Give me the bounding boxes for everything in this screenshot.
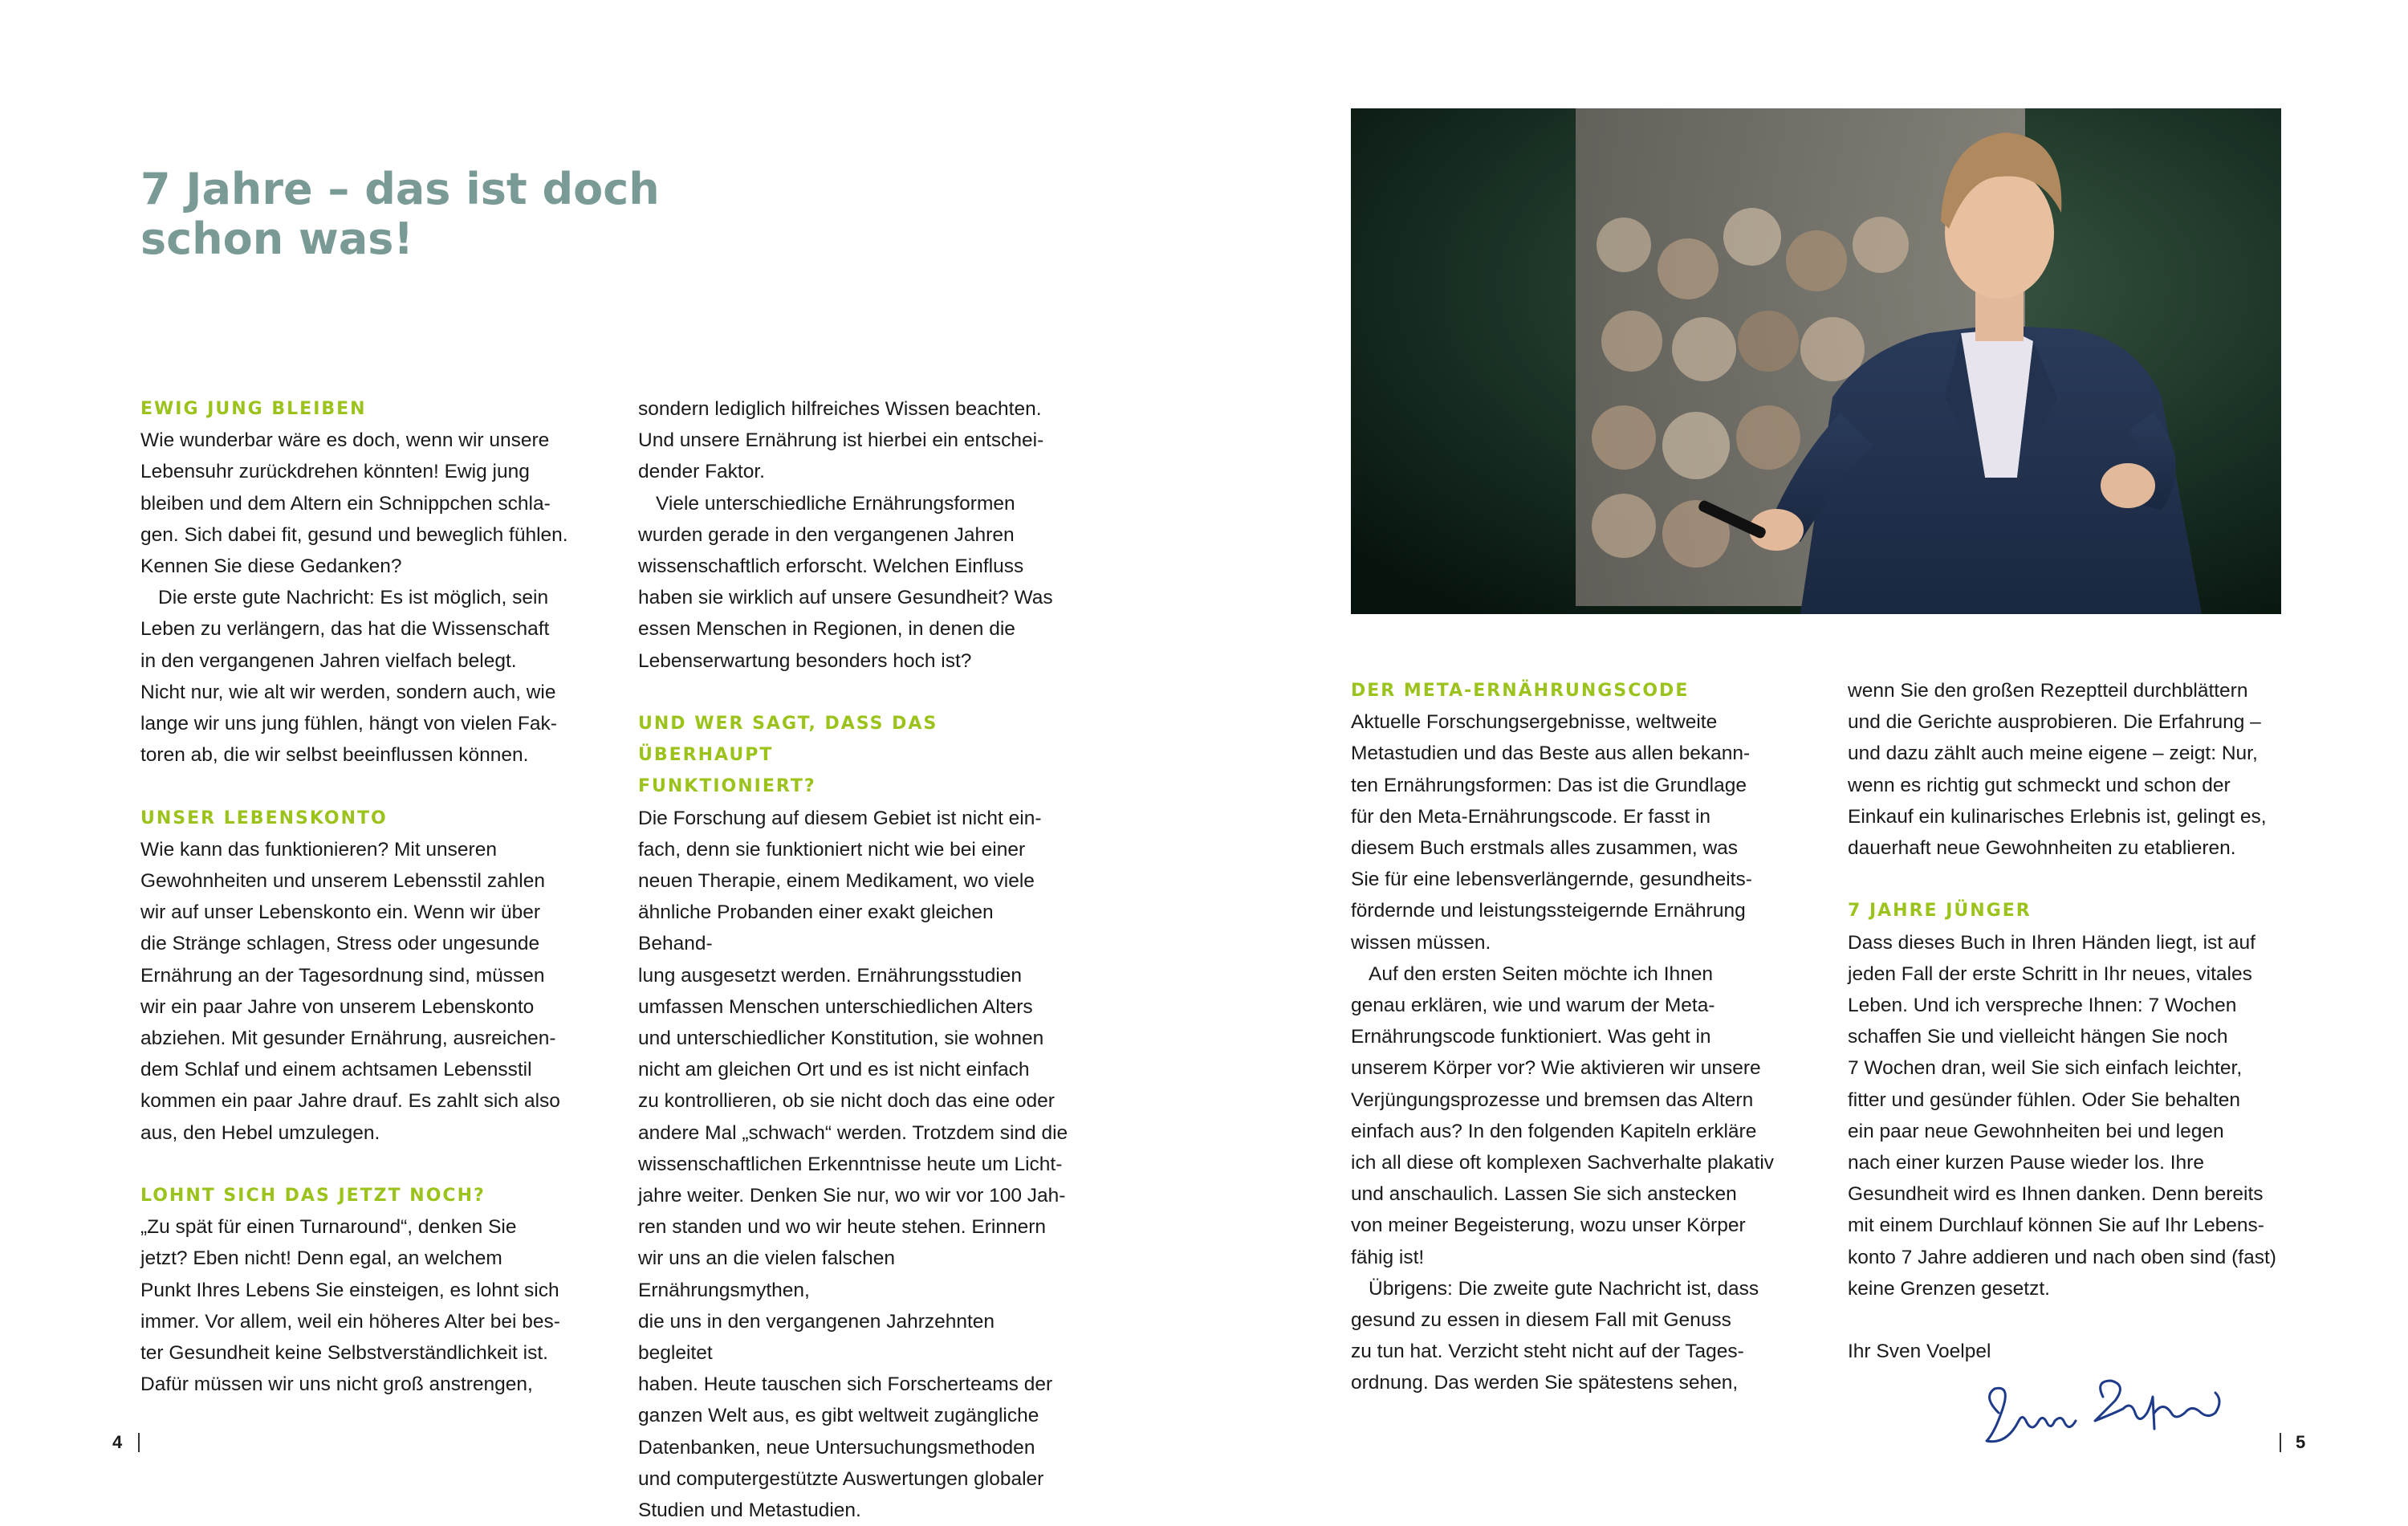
- text-line: wissenschaftlich erforscht. Welchen Einfluss: [638, 555, 1024, 578]
- text-line: Wie kann das funktionieren? Mit unseren: [140, 838, 497, 861]
- column-3: [1351, 675, 1784, 1399]
- text-line: genau erklären, wie und warum der Meta-: [1351, 995, 1715, 1017]
- text-line: für den Meta-Ernährungscode. Er fasst in: [1351, 805, 1711, 828]
- text-line: Aktuelle Forschungsergebnisse, weltweite: [1351, 711, 1718, 734]
- text-line: Wie wunderbar wäre es doch, wenn wir unsere: [140, 429, 550, 452]
- text-line: ich all diese oft komplexen Sachverhalte plakativ: [1351, 1152, 1775, 1174]
- text-line: gesund zu essen in diesem Fall mit Genuss: [1351, 1309, 1731, 1332]
- text-line: umfassen Menschen unterschiedlichen Alters: [638, 995, 1033, 1018]
- text-line: „Zu spät für einen Turnaround“, denken Sie: [140, 1216, 517, 1239]
- text-line: wir auf unser Lebenskonto ein. Wenn wir über: [140, 901, 540, 924]
- text-line: und unterschiedlicher Konstitution, sie wohnen: [638, 1028, 1044, 1050]
- text-line: Auf den ersten Seiten möchte ich Ihnen: [1369, 962, 1714, 985]
- paragraph: [1351, 1273, 1784, 1399]
- column-2: [638, 393, 1072, 1526]
- text-line: ein paar neue Gewohnheiten bei und legen: [1848, 1120, 2224, 1142]
- text-line: Studien und Metastudien.: [638, 1500, 861, 1522]
- text-line: und computergestützte Auswertungen globaler: [638, 1467, 1044, 1490]
- paragraph: [140, 834, 574, 1149]
- column-1: [140, 393, 574, 1400]
- title-line-2: schon was!: [140, 214, 414, 264]
- text-line: Die erste gute Nachricht: Es ist möglich, sein: [158, 587, 549, 609]
- heading-line: FUNKTIONIERT?: [638, 776, 816, 797]
- text-line: lange wir uns jung fühlen, hängt von vielen Fak-: [140, 713, 557, 735]
- paragraph: [1848, 927, 2281, 1304]
- title-line-1: 7 Jahre – das ist doch: [140, 164, 660, 214]
- text-line: und die Gerichte ausprobieren. Die Erfahrung –: [1848, 711, 2261, 734]
- paragraph: [140, 425, 574, 582]
- text-line: dender Faktor.: [638, 461, 765, 483]
- heading-7-jahre: 7 JAHRE JÜNGER: [1848, 901, 2032, 922]
- text-line: Kennen Sie diese Gedanken?: [140, 555, 402, 578]
- page-number-divider: [2280, 1433, 2281, 1452]
- text-line: jahre weiter. Denken Sie nur, wo wir vor 100 Jah-: [638, 1185, 1066, 1207]
- text-line: wissen müssen.: [1351, 931, 1491, 954]
- text-line: zu kontrollieren, ob sie nicht doch das eine oder: [638, 1090, 1055, 1113]
- closing-text: Ihr Sven Voelpel: [1848, 1341, 1991, 1363]
- text-line: Leben. Und ich verspreche Ihnen: 7 Wochen: [1848, 995, 2237, 1017]
- text-line: neuen Therapie, einem Medikament, wo viele: [638, 870, 1035, 893]
- text-line: lung ausgesetzt werden. Ernährungsstudien: [638, 964, 1023, 987]
- text-line: und dazu zählt auch meine eigene – zeigt: Nur,: [1848, 743, 2258, 765]
- heading-lohnt-sich: LOHNT SICH DAS JETZT NOCH?: [140, 1186, 486, 1207]
- page-title: [140, 165, 702, 264]
- text-line: haben sie wirklich auf unsere Gesundheit? Was: [638, 587, 1053, 609]
- paragraph: [140, 1211, 574, 1400]
- text-line: andere Mal „schwach“ werden. Trotzdem sind die: [638, 1121, 1068, 1144]
- text-line: in den vergangenen Jahren vielfach belegt.: [140, 649, 517, 672]
- text-line: zu tun hat. Verzicht steht nicht auf der Tages-: [1351, 1341, 1744, 1363]
- text-line: Übrigens: Die zweite gute Nachricht ist, dass: [1369, 1277, 1759, 1300]
- text-line: 7 Wochen dran, weil Sie sich einfach leichter,: [1848, 1057, 2243, 1080]
- page-number-right: 5: [2296, 1432, 2306, 1452]
- text-line: wissenschaftlichen Erkenntnisse heute um Licht-: [638, 1153, 1063, 1175]
- text-line: Die Forschung auf diesem Gebiet ist nicht ein-: [638, 807, 1042, 829]
- text-line: Ernährung an der Tagesordnung sind, müssen: [140, 964, 545, 987]
- text-line: essen Menschen in Regionen, in denen die: [638, 618, 1015, 641]
- text-line: aus, den Hebel umzulegen.: [140, 1121, 380, 1144]
- text-line: Gewohnheiten und unserem Lebensstil zahlen: [140, 870, 545, 893]
- text-line: ren standen und wo wir heute stehen. Erinnern: [638, 1216, 1047, 1239]
- text-line: haben. Heute tauschen sich Forscherteams der: [638, 1373, 1053, 1396]
- text-line: Einkauf ein kulinarisches Erlebnis ist, gelingt es,: [1848, 805, 2267, 828]
- heading-wer-sagt: [638, 708, 1072, 803]
- text-line: Punkt Ihres Lebens Sie einsteigen, es lohnt sich: [140, 1279, 559, 1301]
- text-line: toren ab, die wir selbst beeinflussen können.: [140, 744, 529, 767]
- page-number-divider: [138, 1433, 140, 1452]
- text-line: konto 7 Jahre addieren und nach oben sind (fast): [1848, 1246, 2276, 1268]
- text-line: Sie für eine lebensverlängernde, gesundheits-: [1351, 869, 1752, 891]
- paragraph: [1848, 675, 2281, 864]
- text-line: die Stränge schlagen, Stress oder ungesunde: [140, 933, 540, 955]
- paragraph: [638, 488, 1072, 677]
- text-line: dauerhaft neue Gewohnheiten zu etablieren.: [1848, 837, 2236, 860]
- text-line: keine Grenzen gesetzt.: [1848, 1277, 2050, 1300]
- heading-ewig-jung: EWIG JUNG BLEIBEN: [140, 399, 367, 419]
- text-line: mit einem Durchlauf können Sie auf Ihr Lebens-: [1848, 1215, 2264, 1237]
- text-line: ganzen Welt aus, es gibt weltweit zugängliche: [638, 1405, 1039, 1427]
- text-line: wurden gerade in den vergangenen Jahren: [638, 523, 1015, 546]
- paragraph: [140, 582, 574, 771]
- text-line: ter Gesundheit keine Selbstverständlichkeit ist.: [140, 1342, 548, 1365]
- paragraph: [638, 803, 1072, 1526]
- paragraph: [1351, 958, 1784, 1273]
- text-line: ten Ernährungsformen: Das ist die Grundlage: [1351, 774, 1747, 796]
- text-line: von meiner Begeisterung, wozu unser Körper: [1351, 1215, 1746, 1237]
- signature-graphic-icon: [1975, 1365, 2231, 1461]
- text-line: sondern lediglich hilfreiches Wissen beachten.: [638, 398, 1042, 420]
- text-line: Lebensuhr zurückdrehen könnten! Ewig jung: [140, 461, 530, 483]
- heading-line: UND WER SAGT, DASS DAS ÜBERHAUPT: [638, 714, 938, 766]
- column-4: [1848, 675, 2281, 1367]
- text-line: Und unsere Ernährung ist hierbei ein entschei-: [638, 429, 1044, 452]
- paragraph: [1351, 706, 1784, 958]
- heading-lebenskonto: UNSER LEBENSKONTO: [140, 808, 388, 828]
- text-line: fördernde und leistungssteigernde Ernährung: [1351, 900, 1746, 922]
- text-line: Nicht nur, wie alt wir werden, sondern auch, wie: [140, 681, 556, 703]
- text-line: gen. Sich dabei fit, gesund und beweglich fühlen.: [140, 523, 568, 546]
- speaker-photo: [1351, 108, 2281, 614]
- text-line: dem Schlaf und einem achtsamen Lebensstil: [140, 1059, 532, 1081]
- text-line: Datenbanken, neue Untersuchungsmethoden: [638, 1436, 1035, 1459]
- text-line: einfach aus? In den folgenden Kapiteln erkläre: [1351, 1120, 1757, 1142]
- text-line: Lebenserwartung besonders hoch ist?: [638, 649, 972, 672]
- text-line: unserem Körper vor? Wie aktivieren wir unsere: [1351, 1057, 1761, 1080]
- text-line: Gesundheit wird es Ihnen danken. Denn bereits: [1848, 1183, 2264, 1206]
- text-line: wenn es richtig gut schmeckt und schon der: [1848, 774, 2231, 796]
- text-line: ordnung. Das werden Sie spätestens sehen,: [1351, 1372, 1739, 1394]
- text-line: bleiben und dem Altern ein Schnippchen schla-: [140, 492, 551, 515]
- page-number-left: 4: [112, 1432, 123, 1452]
- text-line: die uns in den vergangenen Jahrzehnten begleitet: [638, 1310, 995, 1365]
- text-line: ähnliche Probanden einer exakt gleichen Behand-: [638, 901, 994, 955]
- heading-meta-code: DER META-ERNÄHRUNGSCODE: [1351, 681, 1690, 701]
- text-line: Dafür müssen wir uns nicht groß anstrengen,: [140, 1373, 533, 1396]
- paragraph: [638, 393, 1072, 488]
- text-line: Verjüngungsprozesse und bremsen das Altern: [1351, 1089, 1754, 1111]
- text-line: und anschaulich. Lassen Sie sich anstecken: [1351, 1183, 1737, 1206]
- text-line: fitter und gesünder fühlen. Oder Sie behalten: [1848, 1089, 2240, 1111]
- text-line: fach, denn sie funktioniert nicht wie bei einer: [638, 838, 1026, 861]
- text-line: immer. Vor allem, weil ein höheres Alter bei bes-: [140, 1310, 560, 1333]
- text-line: Dass dieses Buch in Ihren Händen liegt, ist auf: [1848, 931, 2255, 954]
- text-line: jetzt? Eben nicht! Denn egal, an welchem: [140, 1247, 502, 1270]
- text-line: Metastudien und das Beste aus allen bekann-: [1351, 743, 1751, 765]
- text-line: Viele unterschiedliche Ernährungsformen: [656, 492, 1015, 515]
- text-line: diesem Buch erstmals alles zusammen, was: [1351, 837, 1739, 860]
- text-line: fähig ist!: [1351, 1246, 1425, 1268]
- text-line: nach einer kurzen Pause wieder los. Ihre: [1848, 1152, 2204, 1174]
- text-line: abziehen. Mit gesunder Ernährung, ausreichen-: [140, 1028, 556, 1050]
- text-line: wenn Sie den großen Rezeptteil durchblättern: [1848, 680, 2248, 702]
- text-line: wir ein paar Jahre von unserem Lebenskonto: [140, 995, 535, 1018]
- text-line: jeden Fall der erste Schritt in Ihr neues, vitales: [1848, 962, 2252, 985]
- speaker-photo-icon: [1351, 108, 2281, 614]
- text-line: schaffen Sie und vielleicht hängen Sie noch: [1848, 1026, 2228, 1048]
- text-line: Ernährungscode funktioniert. Was geht in: [1351, 1026, 1711, 1048]
- text-line: nicht am gleichen Ort und es ist nicht einfach: [638, 1059, 1030, 1081]
- text-line: wir uns an die vielen falschen Ernährungsmythen,: [638, 1247, 896, 1301]
- text-line: kommen ein paar Jahre drauf. Es zahlt sich also: [140, 1090, 560, 1113]
- text-line: Leben zu verlängern, das hat die Wissenschaft: [140, 618, 550, 641]
